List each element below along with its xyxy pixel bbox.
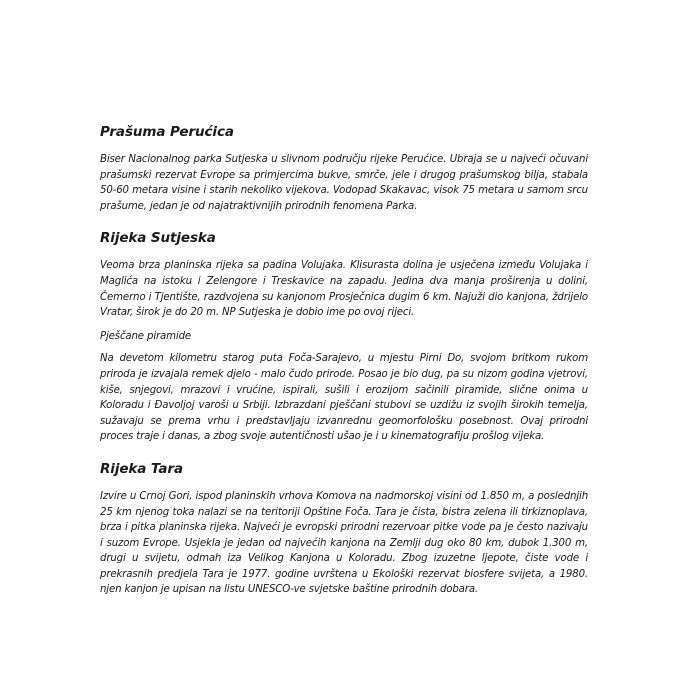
section-title: Rijeka Tara — [100, 460, 183, 477]
section-prasuma-perucica — [100, 124, 588, 214]
section-rijeka-sutjeska — [100, 230, 588, 445]
section-rijeka-tara — [100, 461, 588, 598]
section-paragraph: Veoma brza planinska rijeka sa padina Volujaka. Klisurasta dolina je usječena između Volujaka i Maglića na istoku i Zelengore i Treskavice na zapadu. Jedina dva manja proširenja u dolini, Čemerno i Tjentište, razdvojena su kanjonom Prosječnica dugim 6 km. Najuži dio kanjona, ždrijelo Vratar, širok je do 20 m. NP Sutjeska je dobio ime po ovoj rijeci. — [100, 260, 588, 319]
document-page — [100, 124, 588, 598]
section-paragraph: Izvire u Crnoj Gori, ispod planinskih vrhova Komova na nadmorskoj visini od 1.850 m, a poslednjih 25 km njenog toka nalazi se na teritoriji Opštine Foča. Tara je čista, bistra zelena ili tirkiznoplava, brza i pitka planinska rijeka. Najveći je evropski prirodni rezervoar pitke vode pa je često nazivaju i suzom Evrope. Usjekla je jedan od najvećih kanjona na Zemlji dug oko 80 km, dubok 1.300 m, drugi u svijetu, odmah iza Velikog Kanjona u Koloradu. Zbog izuzetne ljepote, čiste vode i prekrasnih predjela Tara je 1977. godine uvrštena u Ekološki rezervat biosfere svijeta, a 1980. njen kanjon je upisan na listu UNESCO-ve svjetske baštine prirodnih dobara. — [100, 490, 588, 596]
subsection-title: Pješčane piramide — [100, 330, 192, 342]
section-paragraph: Biser Nacionalnog parka Sutjeska u slivnom području rijeke Perućice. Ubraja se u najveći očuvani prašumski rezervat Evrope sa primjercima bukve, smrče, jele i drugog prašumskog bilja, stabala 50-60 metara visine i starih nekoliko vijekova. Vodopad Skakavac, visok 75 metara u samom srcu prašume, jedan je od najatraktivnijih prirodnih fenomena Parka. — [100, 154, 588, 212]
subsection-paragraph: Na devetom kilometru starog puta Foča-Sarajevo, u mjestu Pirni Do, svojom britkom rukom priroda je izvajala remek djelo - malo čudo prirode. Posao je bio dug, pa su nizom godina vjetrovi, kiše, snjegovi, mrazovi i vrućine, ispirali, sušili i erozijom sačinili piramide, slične onima u Koloradu i Đavoljoj varoši u Srbiji. Izbrazdani pješčani stubovi se uzdižu iz svojih širokih temelja, sužavaju se prema vrhu i predstavljaju izvanrednu geomorfološku posebnost. Ovaj prirodni proces traje i danas, a zbog svoje autentičnosti ušao je i u kinematografiju prošlog vijeka. — [100, 353, 588, 443]
section-title: Rijeka Sutjeska — [100, 230, 216, 247]
section-title: Prašuma Perućica — [100, 124, 234, 140]
